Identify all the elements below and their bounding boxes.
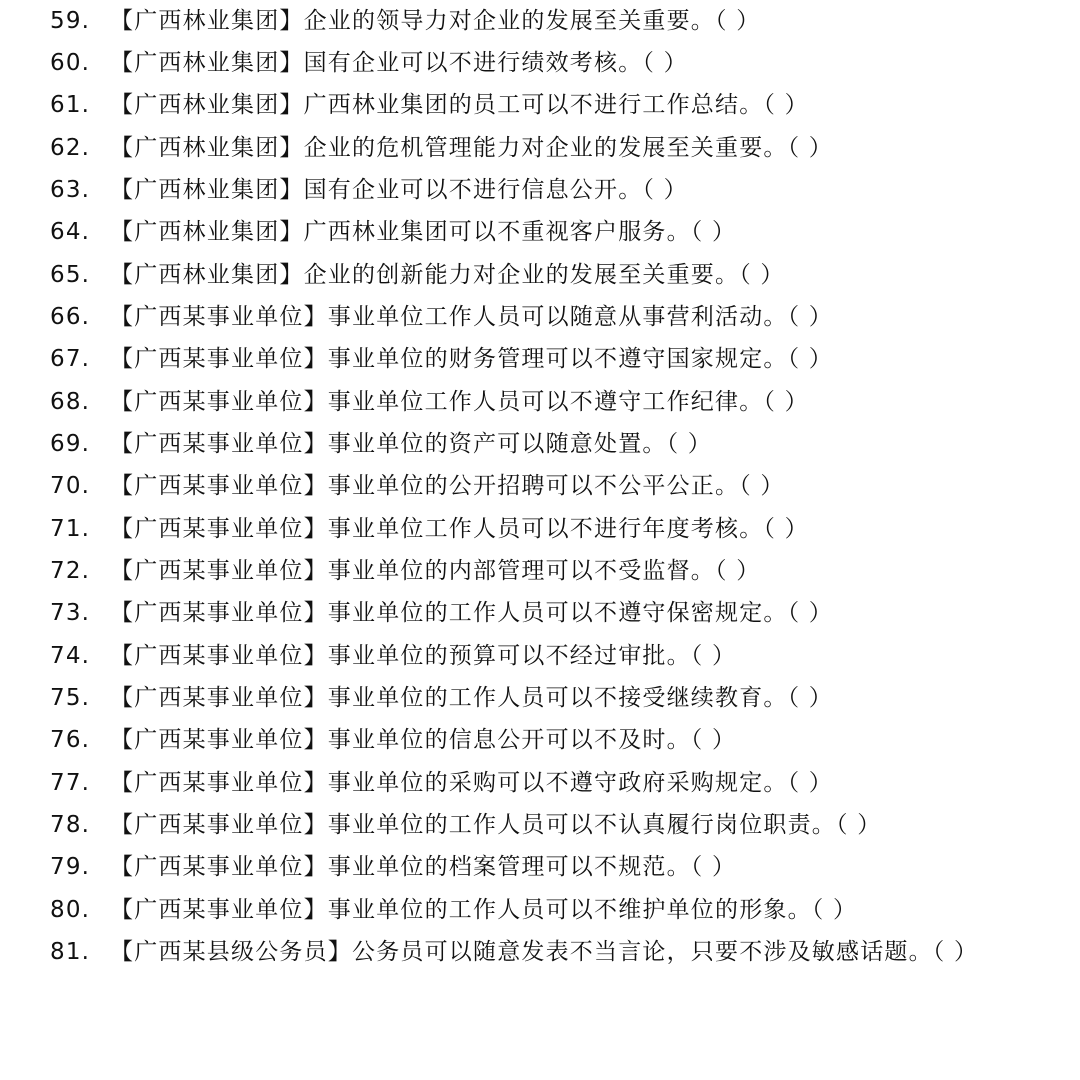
question-number: 79.	[50, 854, 91, 880]
question-number: 63.	[50, 177, 91, 203]
question-number: 67.	[50, 346, 91, 372]
question-item	[50, 211, 1060, 253]
question-item	[50, 677, 1060, 719]
question-text: 【广西某事业单位】事业单位的采购可以不遵守政府采购规定。（ ）	[110, 770, 834, 796]
question-text: 【广西林业集团】企业的创新能力对企业的发展至关重要。（ ）	[110, 262, 785, 288]
question-number: 81.	[50, 939, 91, 965]
question-item	[50, 338, 1060, 380]
question-item	[50, 0, 1060, 42]
question-text: 【广西某事业单位】事业单位的工作人员可以不接受继续教育。（ ）	[110, 685, 834, 711]
question-item	[50, 465, 1060, 507]
question-item	[50, 42, 1060, 84]
question-number: 64.	[50, 219, 91, 245]
question-item	[50, 635, 1060, 677]
question-item	[50, 296, 1060, 338]
question-number: 80.	[50, 897, 91, 923]
question-number: 65.	[50, 262, 91, 288]
question-number: 74.	[50, 643, 91, 669]
question-number: 61.	[50, 92, 91, 118]
question-text: 【广西林业集团】企业的领导力对企业的发展至关重要。（ ）	[110, 8, 761, 34]
question-number: 59.	[50, 8, 91, 34]
question-item	[50, 508, 1060, 550]
question-text: 【广西林业集团】广西林业集团可以不重视客户服务。（ ）	[110, 219, 737, 245]
question-text: 【广西林业集团】国有企业可以不进行绩效考核。（ ）	[110, 50, 688, 76]
question-text: 【广西林业集团】企业的危机管理能力对企业的发展至关重要。（ ）	[110, 135, 834, 161]
question-item	[50, 804, 1060, 846]
question-item	[50, 84, 1060, 126]
question-item	[50, 127, 1060, 169]
question-item	[50, 169, 1060, 211]
question-item	[50, 719, 1060, 761]
question-number: 68.	[50, 389, 91, 415]
question-number: 72.	[50, 558, 91, 584]
question-number: 76.	[50, 727, 91, 753]
question-number: 60.	[50, 50, 91, 76]
question-number: 77.	[50, 770, 91, 796]
question-text: 【广西某县级公务员】公务员可以随意发表不当言论，只要不涉及敏感话题。（ ）	[110, 939, 979, 965]
question-text: 【广西某事业单位】事业单位的工作人员可以不维护单位的形象。（ ）	[110, 897, 858, 923]
question-text: 【广西林业集团】国有企业可以不进行信息公开。（ ）	[110, 177, 688, 203]
question-item	[50, 762, 1060, 804]
question-text: 【广西某事业单位】事业单位工作人员可以不遵守工作纪律。（ ）	[110, 389, 809, 415]
question-text: 【广西某事业单位】事业单位的财务管理可以不遵守国家规定。（ ）	[110, 346, 834, 372]
question-text: 【广西林业集团】广西林业集团的员工可以不进行工作总结。（ ）	[110, 92, 809, 118]
question-number: 62.	[50, 135, 91, 161]
question-text: 【广西某事业单位】事业单位的内部管理可以不受监督。（ ）	[110, 558, 761, 584]
question-item	[50, 423, 1060, 465]
question-text: 【广西某事业单位】事业单位的工作人员可以不遵守保密规定。（ ）	[110, 600, 834, 626]
question-item	[50, 592, 1060, 634]
question-number: 66.	[50, 304, 91, 330]
question-number: 78.	[50, 812, 91, 838]
question-text: 【广西某事业单位】事业单位的资产可以随意处置。（ ）	[110, 431, 713, 457]
question-item	[50, 846, 1060, 888]
question-item	[50, 550, 1060, 592]
question-item	[50, 254, 1060, 296]
question-text: 【广西某事业单位】事业单位的预算可以不经过审批。（ ）	[110, 643, 737, 669]
question-number: 70.	[50, 473, 91, 499]
question-text: 【广西某事业单位】事业单位的公开招聘可以不公平公正。（ ）	[110, 473, 785, 499]
question-text: 【广西某事业单位】事业单位工作人员可以不进行年度考核。（ ）	[110, 516, 809, 542]
question-text: 【广西某事业单位】事业单位的档案管理可以不规范。（ ）	[110, 854, 737, 880]
question-item	[50, 889, 1060, 931]
question-number: 73.	[50, 600, 91, 626]
question-item	[50, 931, 1030, 973]
question-item	[50, 381, 1060, 423]
question-text: 【广西某事业单位】事业单位的工作人员可以不认真履行岗位职责。（ ）	[110, 812, 882, 838]
question-text: 【广西某事业单位】事业单位工作人员可以随意从事营利活动。（ ）	[110, 304, 834, 330]
question-text: 【广西某事业单位】事业单位的信息公开可以不及时。（ ）	[110, 727, 737, 753]
question-number: 71.	[50, 516, 91, 542]
question-number: 69.	[50, 431, 91, 457]
question-number: 75.	[50, 685, 91, 711]
